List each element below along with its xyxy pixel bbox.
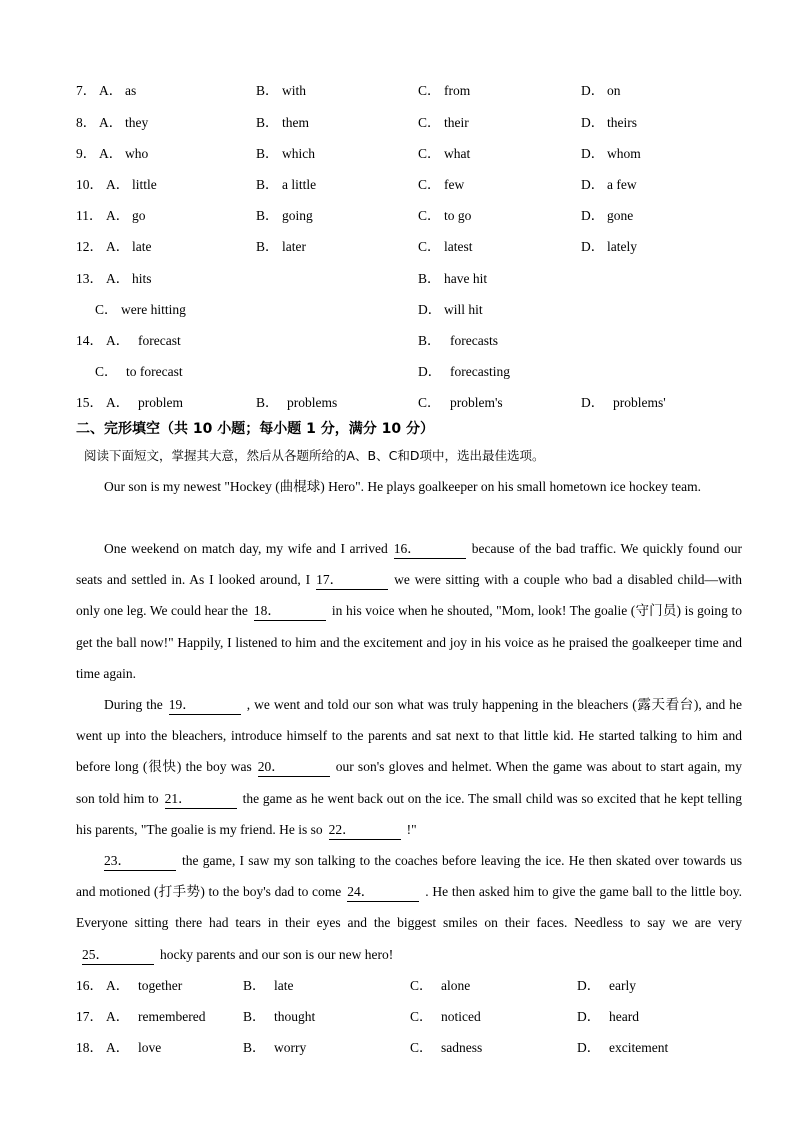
option-a: A． forecast bbox=[106, 333, 181, 348]
option-a: A． problem bbox=[106, 395, 183, 410]
question-row bbox=[0, 362, 794, 382]
question-row bbox=[0, 113, 794, 133]
blank-24: 24． bbox=[347, 883, 419, 902]
option-d: D． early bbox=[577, 978, 636, 993]
option-a: A． remembered bbox=[106, 1009, 206, 1024]
option-a: A． love bbox=[106, 1040, 162, 1055]
option-d: D． will hit bbox=[418, 302, 483, 317]
blank-19: 19． bbox=[169, 696, 241, 715]
option-d: D． gone bbox=[581, 208, 634, 223]
option-b: B． which bbox=[256, 146, 315, 161]
question-number: 14． bbox=[76, 333, 103, 348]
question-row bbox=[0, 1038, 794, 1058]
option-b: B． have hit bbox=[418, 271, 488, 286]
option-d: D． excitement bbox=[577, 1040, 669, 1055]
option-b: B． forecasts bbox=[418, 333, 498, 348]
passage-paragraph: During the 19． , we went and told our son what was truly happening in the bleachers (露天看台), and he went up into the bleachers, introduce himself to the parents and sat next to that little kid. He started talking to him and before long (很快) the boy was 20． our son's gloves and helmet. When the game was about to start again, my son told him to 21． the game as he went back out on the ice. The small child was so excited that he kept telling his parents, "The goalie is my friend. He is so 22． !" bbox=[76, 689, 742, 845]
option-c: C． sadness bbox=[410, 1040, 483, 1055]
passage-paragraph: Our son is my newest "Hockey (曲棍球) Hero". He plays goalkeeper on his small hometown ice hockey team. bbox=[104, 479, 701, 494]
option-c: C． to forecast bbox=[95, 364, 183, 379]
blank-23: 23． bbox=[104, 852, 176, 871]
question-row bbox=[0, 81, 794, 101]
question-row bbox=[0, 300, 794, 320]
option-b: B． later bbox=[256, 239, 306, 254]
option-d: D． problems' bbox=[581, 395, 666, 410]
option-a: A． who bbox=[99, 146, 149, 161]
blank-16: 16． bbox=[394, 540, 466, 559]
question-number: 7． bbox=[76, 83, 97, 98]
question-row bbox=[0, 175, 794, 195]
question-number: 15． bbox=[76, 395, 103, 410]
question-number: 11． bbox=[76, 208, 103, 223]
option-c: C． latest bbox=[418, 239, 473, 254]
option-c: C． alone bbox=[410, 978, 471, 993]
option-a: A． as bbox=[99, 83, 137, 98]
question-row bbox=[0, 1007, 794, 1027]
option-c: C． from bbox=[418, 83, 471, 98]
option-a: A． little bbox=[106, 177, 157, 192]
option-a: A． together bbox=[106, 978, 183, 993]
question-number: 16． bbox=[76, 978, 103, 993]
blank-22: 22． bbox=[329, 821, 401, 840]
option-d: D． heard bbox=[577, 1009, 639, 1024]
blank-17: 17． bbox=[316, 571, 388, 590]
question-number: 12． bbox=[76, 239, 103, 254]
question-number: 8． bbox=[76, 115, 97, 130]
option-b: B． problems bbox=[256, 395, 338, 410]
question-number: 10． bbox=[76, 177, 103, 192]
blank-25: 25． bbox=[82, 946, 154, 965]
question-number: 18． bbox=[76, 1040, 103, 1055]
blank-20: 20． bbox=[258, 758, 330, 777]
option-d: D． a few bbox=[581, 177, 637, 192]
question-row bbox=[0, 976, 794, 996]
option-a: A． late bbox=[106, 239, 152, 254]
question-number: 9． bbox=[76, 146, 97, 161]
question-row bbox=[0, 331, 794, 351]
question-row bbox=[0, 393, 794, 413]
question-number: 17． bbox=[76, 1009, 103, 1024]
option-d: D． forecasting bbox=[418, 364, 510, 379]
option-b: B． a little bbox=[256, 177, 317, 192]
option-d: D． on bbox=[581, 83, 621, 98]
option-b: B． going bbox=[256, 208, 313, 223]
option-c: C． were hitting bbox=[95, 302, 186, 317]
option-b: B． worry bbox=[243, 1040, 307, 1055]
option-d: D． whom bbox=[581, 146, 641, 161]
option-c: C． what bbox=[418, 146, 471, 161]
option-c: C． to go bbox=[418, 208, 472, 223]
option-a: A． go bbox=[106, 208, 146, 223]
section-instruction: 阅读下面短文，掌握其大意，然后从各题所给的A、B、C和D项中，选出最佳选项。 bbox=[84, 448, 545, 463]
section-title: 二、完形填空（共 10 小题；每小题 1 分，满分 10 分） bbox=[76, 421, 434, 437]
option-d: D． lately bbox=[581, 239, 637, 254]
option-c: C． few bbox=[418, 177, 465, 192]
question-number: 13． bbox=[76, 271, 103, 286]
option-b: B． with bbox=[256, 83, 307, 98]
option-c: C． their bbox=[418, 115, 469, 130]
option-c: C． noticed bbox=[410, 1009, 481, 1024]
option-a: A． hits bbox=[106, 271, 152, 286]
option-a: A． they bbox=[99, 115, 149, 130]
option-b: B． late bbox=[243, 978, 294, 993]
option-b: B． them bbox=[256, 115, 309, 130]
option-b: B． thought bbox=[243, 1009, 316, 1024]
option-c: C． problem's bbox=[418, 395, 503, 410]
question-row bbox=[0, 269, 794, 289]
question-row bbox=[0, 237, 794, 257]
blank-21: 21． bbox=[165, 790, 237, 809]
blank-18: 18． bbox=[254, 602, 326, 621]
passage-paragraph: 23． the game, I saw my son talking to the coaches before leaving the ice. He then skated over towards us and motioned (打手势) to the boy's dad to come 24． . He then asked him to give the game ball to the little boy. Everyone sitting there had tears in their eyes and the biggest smiles on their faces. Needless to say we are very25． hocky parents and our son is our new hero! bbox=[76, 845, 742, 970]
option-d: D． theirs bbox=[581, 115, 637, 130]
question-row bbox=[0, 206, 794, 226]
question-row bbox=[0, 144, 794, 164]
passage-paragraph: One weekend on match day, my wife and I arrived 16． because of the bad traffic. We quickly found our seats and settled in. As I looked around, I 17． we were sitting with a couple who bad a disabled child—with only one leg. We could hear the 18． in his voice when he shouted, "Mom, look! The goalie (守门员) is going to get the ball now!" Happily, I listened to him and the excitement and joy in his voice as he praised the goalkeeper time and time again. bbox=[76, 541, 742, 681]
